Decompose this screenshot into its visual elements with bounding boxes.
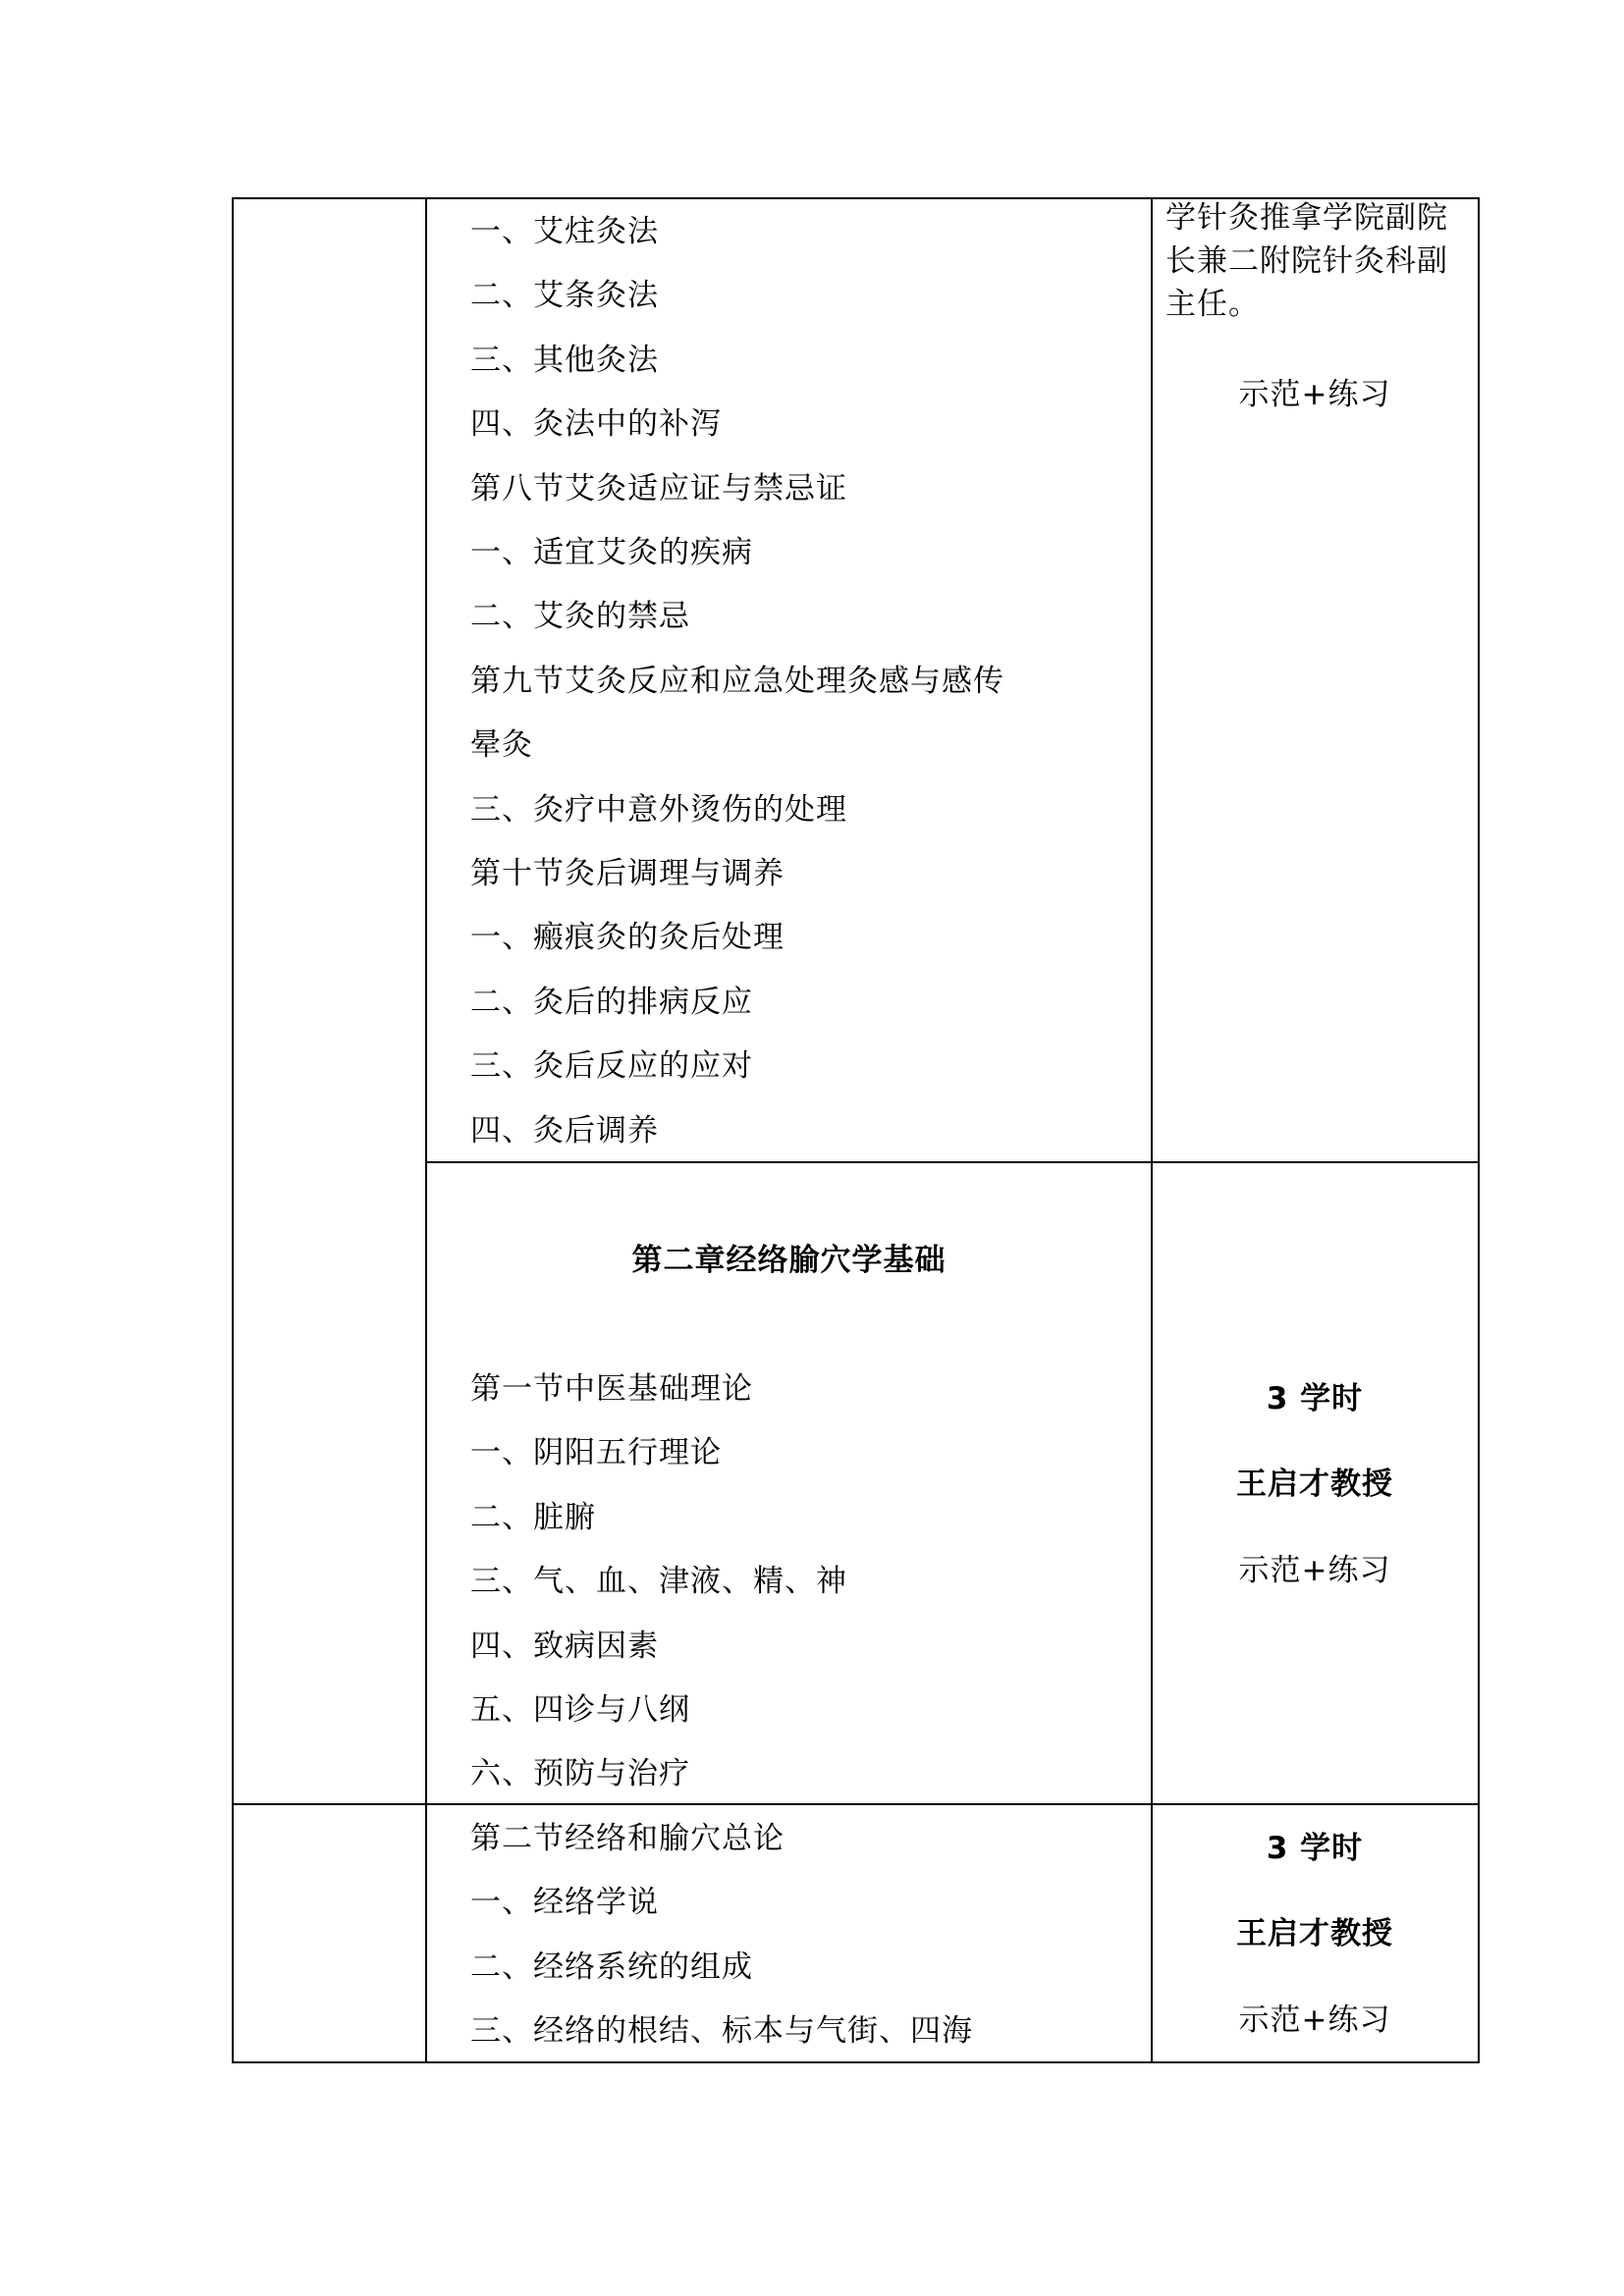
teacher-name: 王启才教授 [1236,1916,1393,1951]
list-item: 二、经络系统的组成 [470,1949,753,1985]
list-item: 二、艾条灸法 [470,278,659,313]
list-item: 晕灸 [470,727,533,763]
teaching-method: 示范+练习 [1238,2002,1391,2038]
class-hours: 3 学时 [1266,1381,1364,1416]
row-divider-1 [425,1161,1480,1163]
instructor-note: 学针灸推拿学院副院长兼二附院针灸科副主任。 [1165,200,1448,322]
teaching-method: 示范+练习 [1238,1553,1391,1588]
table-right-border [1478,197,1480,2063]
section-heading: 第九节艾灸反应和应急处理灸感与感传 [470,664,1004,699]
list-item: 一、经络学说 [470,1885,659,1920]
column-divider-1 [425,197,427,2063]
list-item: 六、预防与治疗 [470,1756,690,1791]
teacher-name: 王启才教授 [1236,1467,1393,1502]
list-item: 三、灸疗中意外烫伤的处理 [470,792,847,828]
teaching-method: 示范+练习 [1238,377,1391,412]
list-item: 三、气、血、津液、精、神 [470,1564,847,1599]
list-item: 四、灸后调养 [470,1113,659,1148]
list-item: 四、致病因素 [470,1629,659,1664]
column-divider-2 [1151,197,1153,2063]
list-item: 二、艾灸的禁忌 [470,599,690,634]
list-item: 一、艾炷灸法 [470,214,659,249]
list-item: 一、适宜艾灸的疾病 [470,535,753,570]
row-divider-2 [232,1803,1479,1805]
section-heading: 第一节中医基础理论 [470,1371,753,1407]
section-heading: 第八节艾灸适应证与禁忌证 [470,471,847,507]
section-heading: 第十节灸后调理与调养 [470,856,785,891]
list-item: 二、脏腑 [470,1500,596,1535]
list-item: 一、阴阳五行理论 [470,1435,722,1470]
list-item: 二、灸后的排病反应 [470,985,753,1020]
list-item: 一、瘢痕灸的灸后处理 [470,920,785,955]
list-item: 四、灸法中的补泻 [470,406,722,442]
class-hours: 3 学时 [1266,1831,1364,1866]
table-bottom-border [232,2061,1479,2063]
list-item: 三、经络的根结、标本与气街、四海 [470,2013,973,2049]
list-item: 三、其他灸法 [470,343,659,378]
chapter-title: 第二章经络腧穴学基础 [631,1243,947,1278]
list-item: 三、灸后反应的应对 [470,1048,753,1084]
list-item: 五、四诊与八纲 [470,1692,690,1728]
table-left-border [232,197,234,2063]
section-heading: 第二节经络和腧穴总论 [470,1821,785,1856]
